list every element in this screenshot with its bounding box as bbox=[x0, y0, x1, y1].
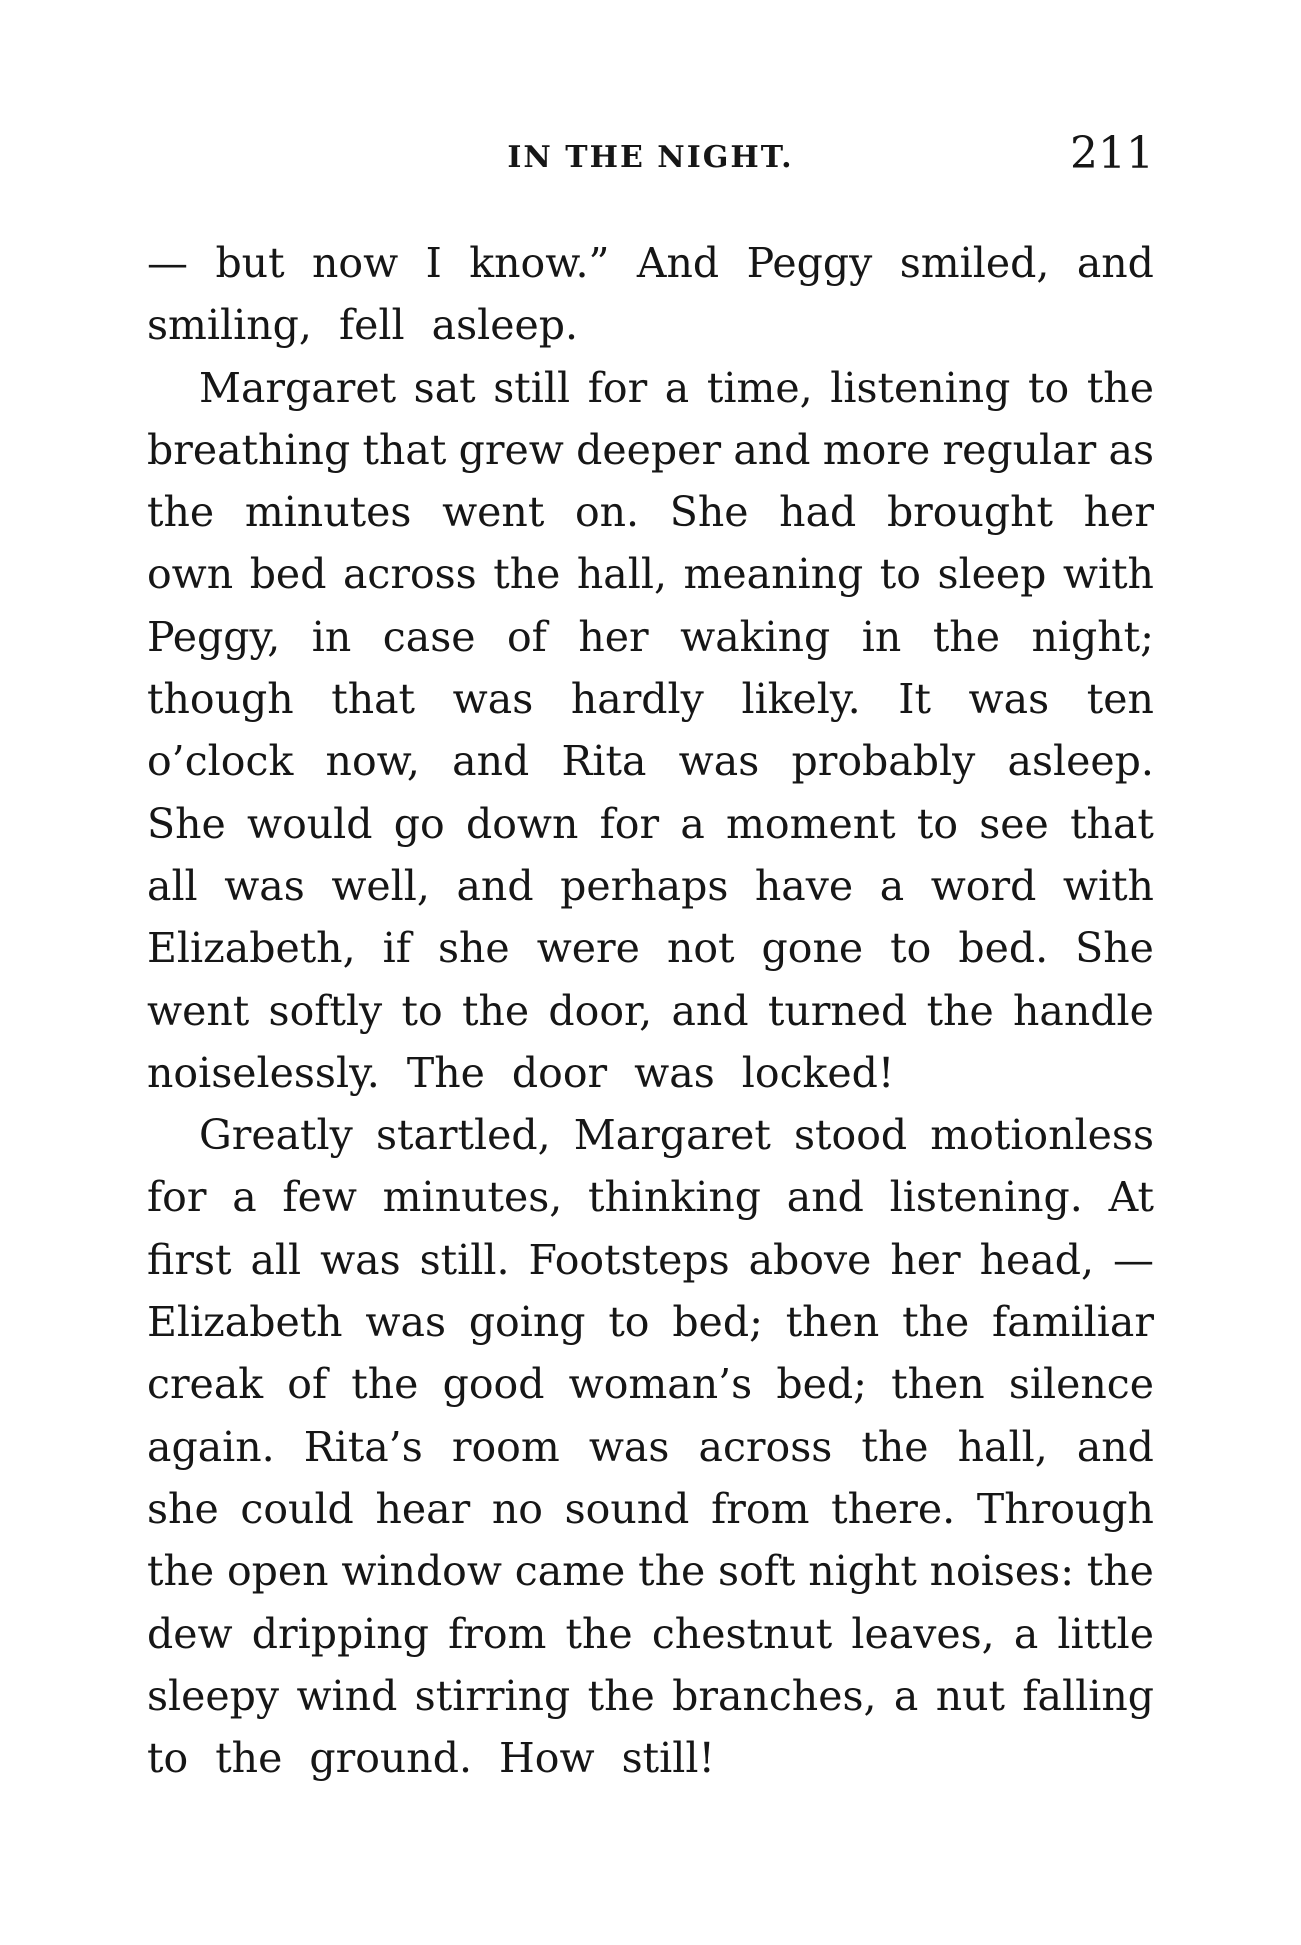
text-line: again. Rita’s room was across the hall, and bbox=[147, 1422, 1154, 1471]
running-title: IN THE NIGHT. bbox=[507, 140, 794, 175]
text-line: o’clock now, and Rita was probably asleep. bbox=[147, 737, 1154, 786]
text-line: dew dripping from the chestnut leaves, a little bbox=[147, 1609, 1154, 1658]
page-header bbox=[147, 128, 1154, 188]
paragraph bbox=[147, 1104, 1154, 1789]
text-line: — but now I know.” And Peggy smiled, and bbox=[147, 239, 1154, 287]
text-line: all was well, and perhaps have a word with bbox=[147, 861, 1154, 910]
text-line: breathing that grew deeper and more regular as bbox=[147, 425, 1154, 474]
text-line: went softly to the door, and turned the handle bbox=[147, 986, 1154, 1035]
text-line: to the ground. How still! bbox=[147, 1734, 715, 1783]
text-line: Margaret sat still for a time, listening to the bbox=[199, 363, 1154, 412]
text-line: smiling, fell asleep. bbox=[147, 301, 579, 350]
text-line: creak of the good woman’s bed; then silence bbox=[147, 1360, 1154, 1409]
text-line: sleepy wind stirring the branches, a nut falling bbox=[147, 1671, 1154, 1720]
text-line: Peggy, in case of her waking in the night; bbox=[147, 612, 1154, 661]
text-line: for a few minutes, thinking and listening. At bbox=[147, 1173, 1154, 1222]
page-number: 211 bbox=[1070, 128, 1154, 179]
text-line: she could hear no sound from there. Through bbox=[147, 1484, 1154, 1533]
text-line: noiselessly. The door was locked! bbox=[147, 1048, 895, 1097]
text-line: the open window came the soft night noises: the bbox=[147, 1547, 1154, 1596]
text-line: own bed across the hall, meaning to sleep with bbox=[147, 550, 1154, 599]
text-line: first all was still. Footsteps above her head, — bbox=[147, 1235, 1154, 1284]
body-text bbox=[147, 232, 1154, 1789]
text-line: Greatly startled, Margaret stood motionless bbox=[199, 1111, 1154, 1160]
paragraph bbox=[147, 357, 1154, 1105]
text-line: though that was hardly likely. It was ten bbox=[147, 675, 1154, 724]
text-line: Elizabeth, if she were not gone to bed. She bbox=[147, 924, 1154, 973]
paragraph bbox=[147, 232, 1154, 357]
text-line: the minutes went on. She had brought her bbox=[147, 488, 1154, 537]
text-line: Elizabeth was going to bed; then the familiar bbox=[147, 1298, 1154, 1347]
text-line: She would go down for a moment to see that bbox=[147, 799, 1154, 848]
